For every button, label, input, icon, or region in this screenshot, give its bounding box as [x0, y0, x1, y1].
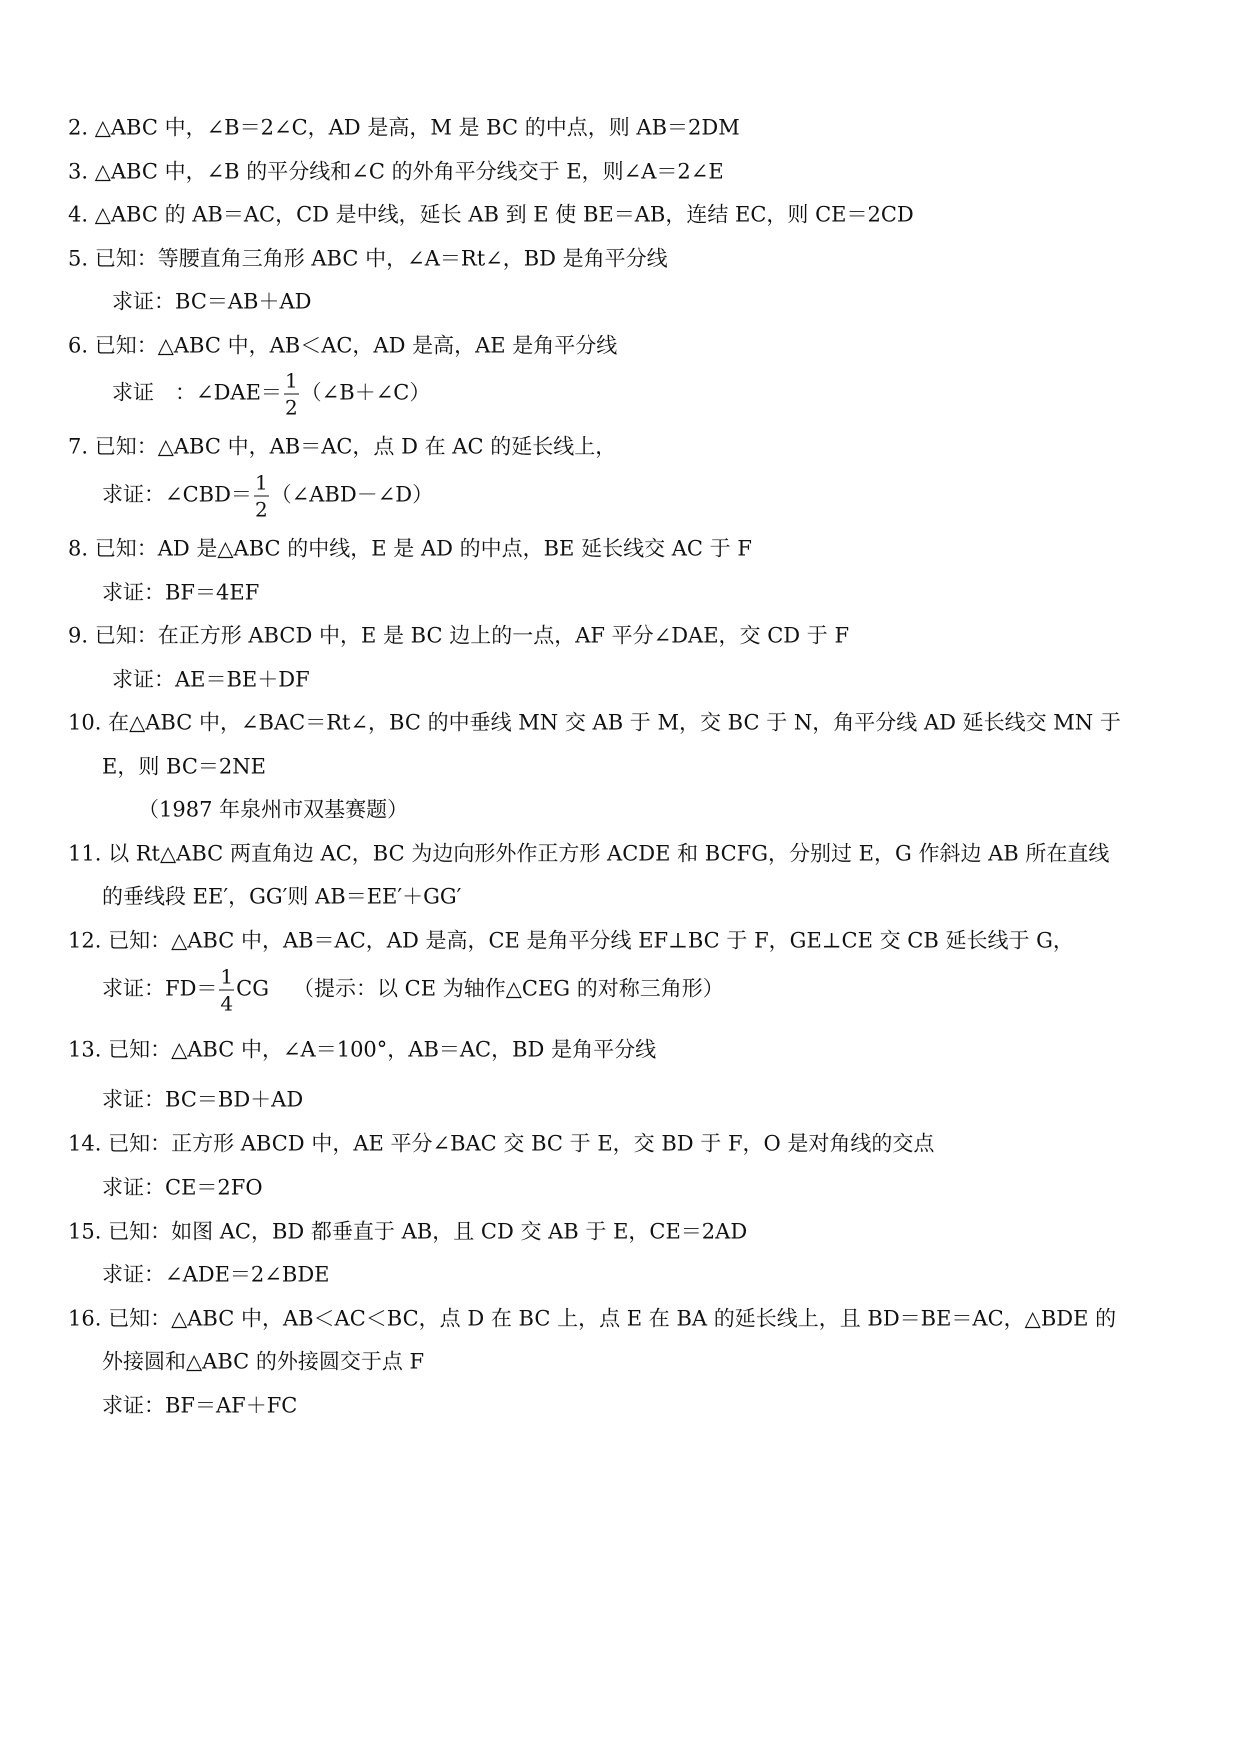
fraction-denominator: 2 — [284, 395, 298, 420]
problem-15-proof: 求证：∠ADE＝2∠BDE — [102, 1262, 330, 1287]
proof-hint: （提示：以 CE 为轴作△CEG 的对称三角形） — [293, 976, 724, 1001]
problem-16-cont: 外接圆和△ABC 的外接圆交于点 F — [102, 1349, 425, 1374]
problem-10: 10. 在△ABC 中，∠BAC＝Rt∠，BC 的中垂线 MN 交 AB 于 M，交 BC 于 N，角平分线 AD 延长线交 MN 于 — [68, 710, 1121, 735]
problem-13-proof: 求证：BC＝BD＋AD — [102, 1087, 304, 1112]
problem-6-proof — [112, 368, 431, 420]
problem-6: 6. 已知：△ABC 中，AB＜AC，AD 是高，AE 是角平分线 — [68, 333, 618, 358]
problem-10-source: （1987 年泉州市双基赛题） — [138, 797, 409, 822]
problem-15: 15. 已知：如图 AC，BD 都垂直于 AB，且 CD 交 AB 于 E，CE＝2AD — [68, 1219, 748, 1244]
fraction-numerator: 1 — [284, 368, 298, 393]
proof-prefix: 求证：FD＝ — [102, 976, 218, 1001]
proof-suffix: （∠B＋∠C） — [300, 380, 431, 405]
problem-13: 13. 已知：△ABC 中，∠A＝100°，AB＝AC，BD 是角平分线 — [68, 1037, 657, 1062]
proof-prefix: 求证 ：∠DAE＝ — [112, 380, 282, 405]
fraction — [219, 964, 234, 1016]
fraction-numerator: 1 — [254, 470, 268, 495]
problem-4: 4. △ABC 的 AB＝AC，CD 是中线，延长 AB 到 E 使 BE＝AB，连结 EC，则 CE＝2CD — [68, 202, 914, 227]
proof-suffix: （∠ABD－∠D） — [270, 482, 434, 507]
problem-16-proof: 求证：BF＝AF＋FC — [102, 1393, 298, 1418]
problem-11: 11. 以 Rt△ABC 两直角边 AC，BC 为边向形外作正方形 ACDE 和 BCFG，分别过 E，G 作斜边 AB 所在直线 — [68, 841, 1110, 866]
problem-16: 16. 已知：△ABC 中，AB＜AC＜BC，点 D 在 BC 上，点 E 在 BA 的延长线上，且 BD＝BE＝AC，△BDE 的 — [68, 1306, 1117, 1331]
problem-8-proof: 求证：BF＝4EF — [102, 580, 260, 605]
problem-7-proof — [102, 470, 434, 522]
problem-9-proof: 求证：AE＝BE＋DF — [112, 667, 310, 692]
problem-11-cont: 的垂线段 EE′，GG′则 AB＝EE′＋GG′ — [102, 884, 462, 909]
problem-14: 14. 已知：正方形 ABCD 中，AE 平分∠BAC 交 BC 于 E，交 BD 于 F，O 是对角线的交点 — [68, 1131, 935, 1156]
problem-5-proof: 求证：BC＝AB＋AD — [112, 289, 312, 314]
problem-5: 5. 已知：等腰直角三角形 ABC 中，∠A＝Rt∠，BD 是角平分线 — [68, 246, 668, 271]
problem-3: 3. △ABC 中，∠B 的平分线和∠C 的外角平分线交于 E，则∠A＝2∠E — [68, 159, 724, 184]
fraction — [254, 470, 269, 522]
proof-prefix: 求证：∠CBD＝ — [102, 482, 252, 507]
fraction-denominator: 4 — [220, 991, 234, 1016]
problem-2: 2. △ABC 中，∠B＝2∠C，AD 是高，M 是 BC 的中点，则 AB＝2DM — [68, 115, 740, 140]
fraction-denominator: 2 — [254, 497, 268, 522]
fraction-numerator: 1 — [220, 964, 234, 989]
problem-9: 9. 已知：在正方形 ABCD 中，E 是 BC 边上的一点，AF 平分∠DAE，交 CD 于 F — [68, 623, 850, 648]
fraction — [284, 368, 299, 420]
problem-12-proof — [102, 964, 724, 1016]
problem-10-cont: E，则 BC＝2NE — [102, 754, 266, 779]
proof-suffix: CG — [236, 976, 269, 1001]
problem-7: 7. 已知：△ABC 中，AB＝AC，点 D 在 AC 的延长线上， — [68, 434, 617, 459]
problem-8: 8. 已知：AD 是△ABC 的中线，E 是 AD 的中点，BE 延长线交 AC 于 F — [68, 536, 752, 561]
problem-14-proof: 求证：CE＝2FO — [102, 1175, 263, 1200]
problem-12: 12. 已知：△ABC 中，AB＝AC，AD 是高，CE 是角平分线 EF⊥BC 于 F，GE⊥CE 交 CB 延长线于 G， — [68, 928, 1074, 953]
